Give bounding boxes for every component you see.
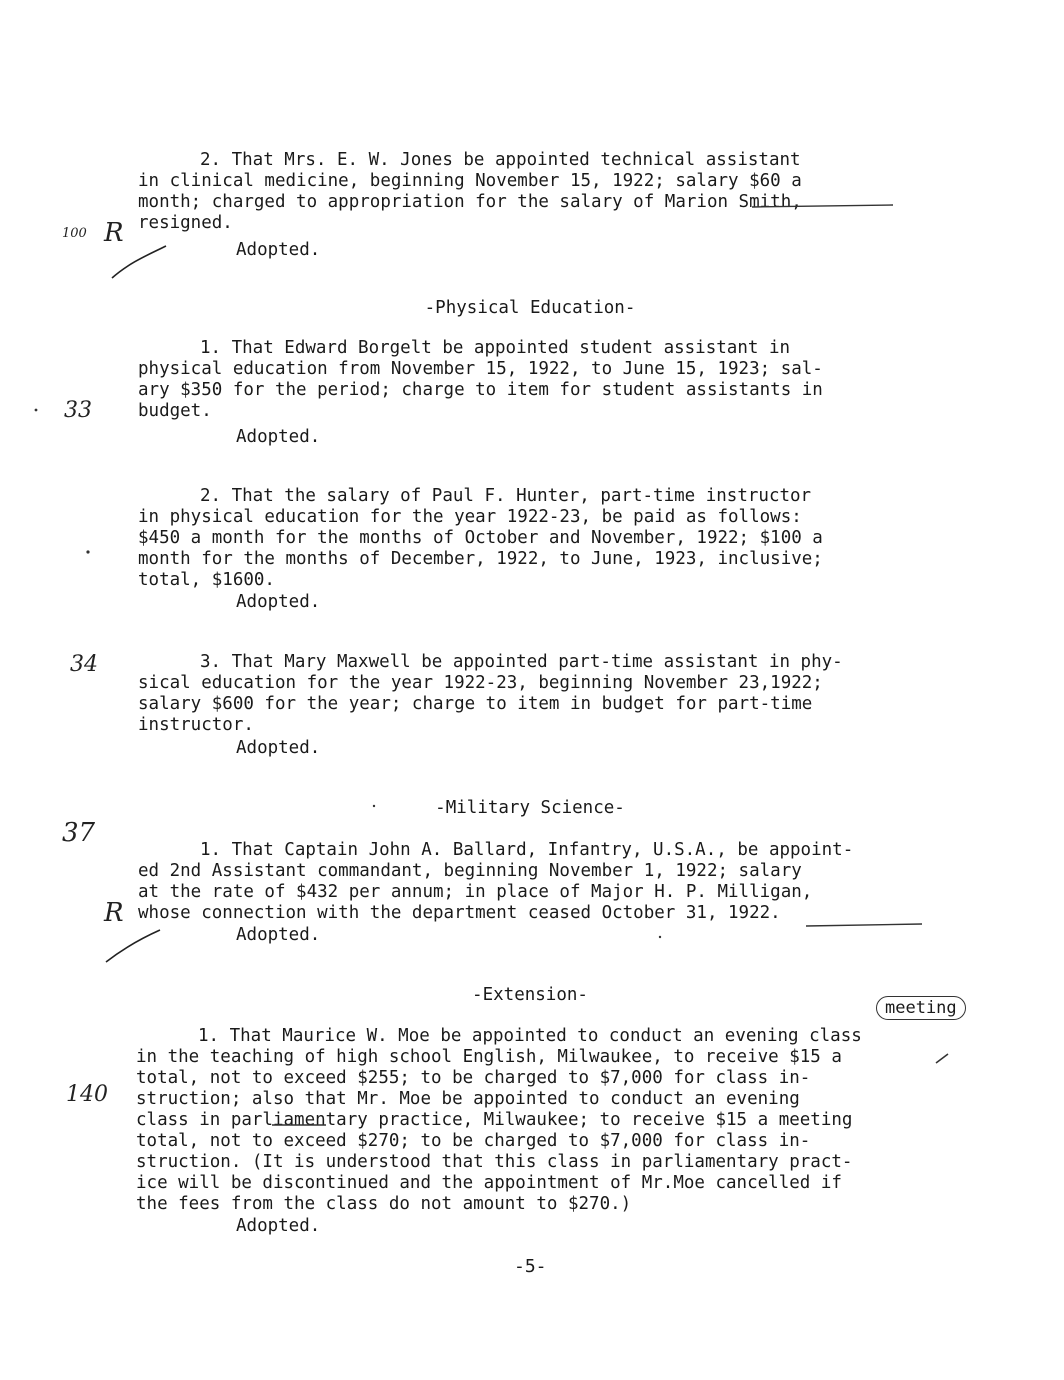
margin-note-100: 100 (62, 226, 87, 241)
paragraph-line: sical education for the year 1922-23, beginning November 23,1922; (138, 673, 823, 693)
section-heading-physical-education: -Physical Education- (424, 298, 636, 318)
paragraph-line: total, not to exceed $270; to be charged to $7,000 for class in- (136, 1131, 811, 1151)
paragraph-line: 2. That the salary of Paul F. Hunter, part-time instructor (200, 486, 812, 506)
section-heading-military-science: -Military Science- (435, 798, 625, 818)
section-heading-extension: -Extension- (472, 985, 588, 1005)
paragraph-line: the fees from the class do not amount to $270.) (136, 1194, 632, 1214)
paragraph-line: ice will be discontinued and the appointment of Mr.Moe cancelled if (136, 1173, 842, 1193)
paragraph-line: total, not to exceed $255; to be charged to $7,000 for class in- (136, 1068, 811, 1088)
check-stroke (106, 930, 160, 962)
margin-note-33: 33 (64, 398, 92, 423)
paragraph-line: total, $1600. (138, 570, 275, 590)
underline-stroke (752, 205, 893, 207)
handwritten-insert-meeting: meeting (876, 996, 966, 1020)
margin-note-37: 37 (62, 818, 96, 848)
paragraph-line: 1. That Maurice W. Moe be appointed to conduct an evening class (198, 1026, 862, 1046)
adopted-label: Adopted. (236, 427, 321, 447)
check-stroke (112, 246, 166, 278)
paragraph-line: instructor. (138, 715, 254, 735)
paragraph-line: salary $600 for the year; charge to item in budget for part-time (138, 694, 813, 714)
paragraph-line: budget. (138, 401, 212, 421)
page-number: -5- (514, 1256, 547, 1277)
paragraph-line: struction; also that Mr. Moe be appointed to conduct an evening (136, 1089, 800, 1109)
stray-mark (35, 409, 38, 412)
paragraph-line: ary $350 for the period; charge to item for student assistants in (138, 380, 823, 400)
adopted-label: Adopted. (236, 240, 321, 260)
underline-stroke (806, 924, 922, 926)
paragraph-line: 3. That Mary Maxwell be appointed part-time assistant in phy- (200, 652, 843, 672)
paragraph-line: month for the months of December, 1922, to June, 1923, inclusive; (138, 549, 823, 569)
margin-note-34: 34 (70, 652, 98, 677)
insert-caret (936, 1054, 948, 1063)
margin-mark-r: R (104, 218, 124, 248)
margin-note-140: 140 (66, 1082, 108, 1107)
paragraph-line: in the teaching of high school English, Milwaukee, to receive $15 a (136, 1047, 842, 1067)
paragraph-line: in clinical medicine, beginning November 15, 1922; salary $60 a (138, 171, 802, 191)
paragraph-line: struction. (It is understood that this class in parliamentary pract- (136, 1152, 853, 1172)
adopted-label: Adopted. (236, 925, 321, 945)
paragraph-line: 2. That Mrs. E. W. Jones be appointed technical assistant (200, 150, 801, 170)
stray-mark (373, 805, 375, 807)
adopted-label: Adopted. (236, 738, 321, 758)
margin-mark-r-2: R (104, 898, 124, 928)
paragraph-line: $450 a month for the months of October and November, 1922; $100 a (138, 528, 823, 548)
paragraph-line: physical education from November 15, 1922, to June 15, 1923; sal- (138, 359, 823, 379)
adopted-label: Adopted. (236, 592, 321, 612)
stray-mark (86, 550, 89, 553)
stray-mark (659, 936, 661, 938)
paragraph-line: 1. That Captain John A. Ballard, Infantry, U.S.A., be appoint- (200, 840, 854, 860)
paragraph-line: ed 2nd Assistant commandant, beginning November 1, 1922; salary (138, 861, 802, 881)
paragraph-line: month; charged to appropriation for the salary of Marion Smith, (138, 192, 802, 212)
adopted-label: Adopted. (236, 1216, 321, 1236)
paragraph-line: in physical education for the year 1922-23, be paid as follows: (138, 507, 802, 527)
paragraph-line: resigned. (138, 213, 233, 233)
paragraph-line: at the rate of $432 per annum; in place of Major H. P. Milligan, (138, 882, 813, 902)
paragraph-line: 1. That Edward Borgelt be appointed student assistant in (200, 338, 791, 358)
paragraph-line: whose connection with the department ceased October 31, 1922. (138, 903, 781, 923)
paragraph-line: class in parliamentary practice, Milwaukee; to receive $15 a meeting (136, 1110, 853, 1130)
